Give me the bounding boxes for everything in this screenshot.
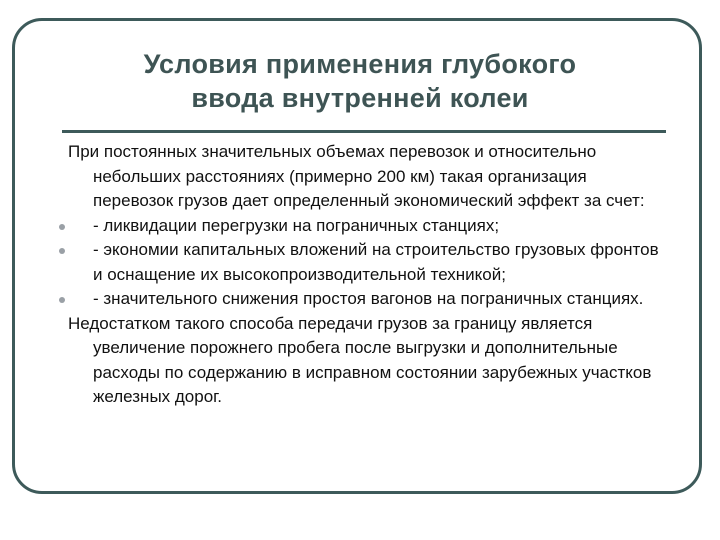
- bullet-item: [68, 287, 668, 312]
- title-line-1: Условия применения глубокого: [143, 49, 577, 79]
- conclusion-paragraph: Недостатком такого способа передачи грузов за границу является увеличение порожнего пробега после выгрузки и дополнительные расходы по содержанию в исправном состоянии зарубежных участков железных дорог.: [68, 313, 652, 406]
- bullet-dot-icon: [59, 248, 65, 254]
- slide-body: [68, 140, 668, 410]
- bullet-text: - ликвидации перегрузки на пограничных станциях;: [93, 215, 500, 235]
- slide-title: [60, 47, 660, 115]
- bullet-dot-icon: [59, 297, 65, 303]
- bullet-text: - экономии капитальных вложений на строительство грузовых фронтов и оснащение их высокопроизводительной техникой;: [93, 240, 659, 284]
- intro-paragraph: При постоянных значительных объемах перевозок и относительно небольших расстояниях (примерно 200 км) такая организация перевозок грузов дает определенный экономический эффект за счет:: [68, 142, 645, 210]
- bullet-dot-icon: [59, 224, 65, 230]
- title-divider: [62, 130, 666, 133]
- bullet-item: [68, 214, 668, 239]
- bullet-text: - значительного снижения простоя вагонов на пограничных станциях.: [93, 289, 644, 308]
- bullet-item: [68, 238, 668, 287]
- title-line-2: ввода внутренней колеи: [191, 83, 529, 113]
